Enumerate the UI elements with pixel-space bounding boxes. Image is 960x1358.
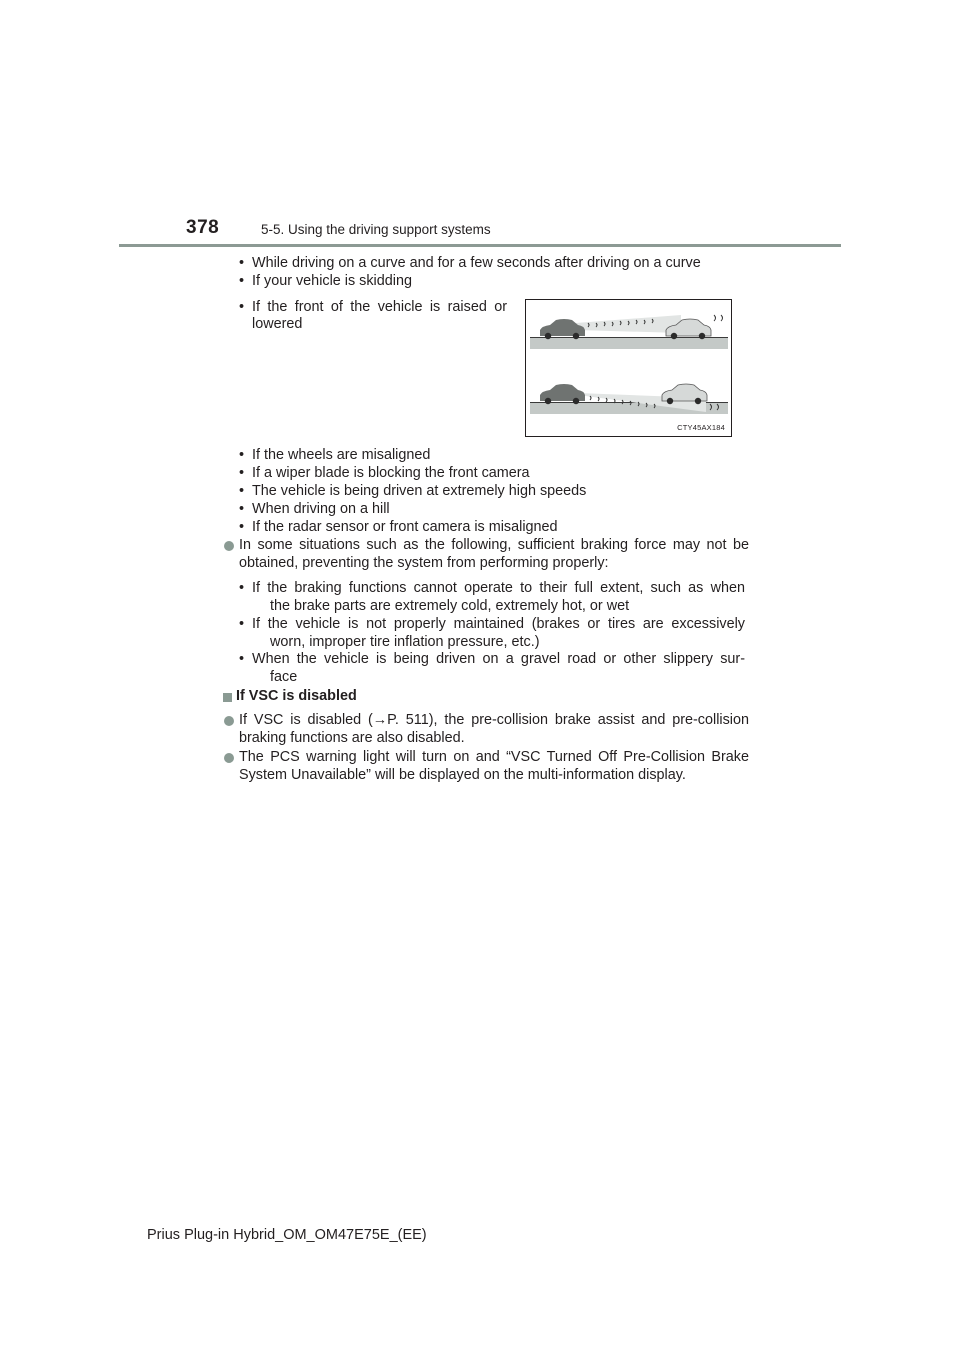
list-item: If a wiper blade is blocking the front camera <box>252 465 530 481</box>
list-item: If the braking functions cannot operate to their full extent, such as when <box>252 580 745 596</box>
circle-bullet-icon <box>224 541 234 551</box>
footer-doc-id: Prius Plug-in Hybrid_OM_OM47E75E_(EE) <box>147 1227 427 1243</box>
paragraph-braking-line1: In some situations such as the following, sufficient braking force may not be <box>239 537 749 553</box>
dash-marker: • <box>239 483 245 499</box>
circle-bullet-icon <box>224 753 234 763</box>
list-item-continuation: the brake parts are extremely cold, extremely hot, or wet <box>270 598 630 614</box>
list-item: The vehicle is being driven at extremely high speeds <box>252 483 587 499</box>
square-bullet-icon <box>223 693 232 702</box>
vehicle-radar-illustration <box>525 299 732 437</box>
dash-marker: • <box>239 651 245 667</box>
header-divider <box>119 244 841 247</box>
paragraph-vsc-line2: braking functions are also disabled. <box>239 730 465 746</box>
dash-marker: • <box>239 616 245 632</box>
vehicle-left-bottom <box>540 384 585 404</box>
list-item-continuation: lowered <box>252 316 303 332</box>
dash-marker: • <box>239 501 245 517</box>
dash-marker: • <box>239 447 245 463</box>
list-item: When driving on a hill <box>252 501 390 517</box>
road-surface-top <box>530 338 728 349</box>
paragraph-pcs-line2: System Unavailable” will be displayed on the multi-information display. <box>239 767 686 783</box>
list-item-continuation: face <box>270 669 298 685</box>
vehicle-right-bottom <box>662 384 707 404</box>
list-item: While driving on a curve and for a few seconds after driving on a curve <box>252 255 701 271</box>
list-item: If the wheels are misaligned <box>252 447 431 463</box>
section-title: 5-5. Using the driving support systems <box>261 222 491 237</box>
list-item: If the radar sensor or front camera is misaligned <box>252 519 558 535</box>
vehicle-left-top <box>540 319 585 339</box>
page-number: 378 <box>186 217 220 238</box>
list-item-continuation: worn, improper tire inflation pressure, etc.) <box>270 634 540 650</box>
list-item: If the vehicle is not properly maintained (brakes or tires are excessively <box>252 616 745 632</box>
figure-code: CTY45AX184 <box>677 423 725 432</box>
illustration-graphic <box>526 300 731 436</box>
dash-marker: • <box>239 273 245 289</box>
dash-marker: • <box>239 299 245 315</box>
section-heading: If VSC is disabled <box>236 688 357 704</box>
circle-bullet-icon <box>224 716 234 726</box>
list-item: When the vehicle is being driven on a gravel road or other slippery sur- <box>252 651 745 667</box>
dash-marker: • <box>239 519 245 535</box>
paragraph-braking-line2: obtained, preventing the system from performing properly: <box>239 555 609 571</box>
dash-marker: • <box>239 465 245 481</box>
paragraph-pcs-line1: The PCS warning light will turn on and “VSC Turned Off Pre-Collision Brake <box>239 749 749 765</box>
dash-marker: • <box>239 580 245 596</box>
list-item: If your vehicle is skidding <box>252 273 412 289</box>
dash-marker: • <box>239 255 245 271</box>
paragraph-vsc-line1: If VSC is disabled (→P. 511), the pre-collision brake assist and pre-collision <box>239 712 749 728</box>
list-item: If the front of the vehicle is raised or <box>252 299 507 315</box>
